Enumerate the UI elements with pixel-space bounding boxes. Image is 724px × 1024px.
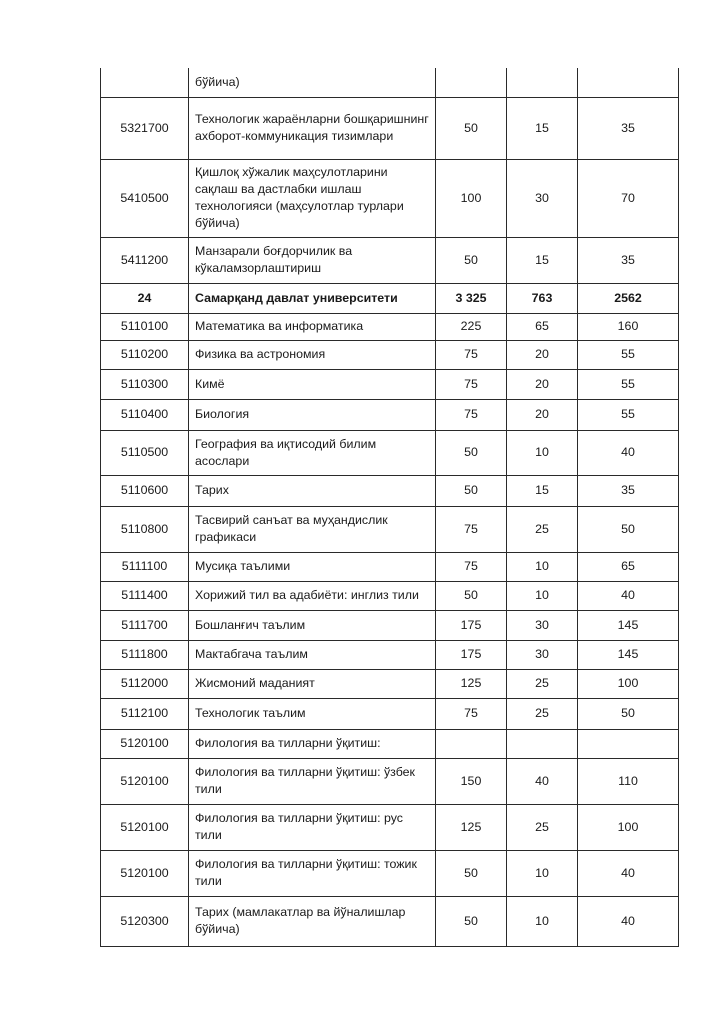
name-cell: Хорижий тил ва адабиёти: инглиз тили xyxy=(189,581,436,610)
table-row xyxy=(101,97,679,159)
name-cell: Мактабгача таълим xyxy=(189,640,436,669)
total-cell: 150 xyxy=(436,758,507,804)
name-cell: Жисмоний маданият xyxy=(189,669,436,698)
table-row xyxy=(101,237,679,283)
quota-a-cell: 30 xyxy=(507,610,578,640)
name-cell: Манзарали боғдорчилик ва кўкаламзорлаштириш xyxy=(189,237,436,283)
code-cell: 5410500 xyxy=(101,159,189,237)
name-cell: Тарих xyxy=(189,475,436,506)
quota-b-cell: 55 xyxy=(578,399,679,430)
quota-a-cell: 10 xyxy=(507,552,578,581)
name-cell: Қишлоқ хўжалик маҳсулотларини сақлаш ва дастлабки ишлаш технологияси (маҳсулотлар турлари бўйича) xyxy=(189,159,436,237)
table-row xyxy=(101,610,679,640)
table-row xyxy=(101,399,679,430)
total-cell: 125 xyxy=(436,669,507,698)
code-cell: 5120100 xyxy=(101,729,189,758)
code-cell: 5110400 xyxy=(101,399,189,430)
quota-a-cell: 20 xyxy=(507,399,578,430)
quota-a-cell: 15 xyxy=(507,237,578,283)
quota-b-cell: 35 xyxy=(578,237,679,283)
quota-b-cell xyxy=(578,68,679,97)
name-cell: Кимё xyxy=(189,369,436,399)
name-cell: Физика ва астрономия xyxy=(189,340,436,369)
university-header-row xyxy=(101,283,679,313)
table-row xyxy=(101,68,679,97)
quota-b-cell: 40 xyxy=(578,430,679,475)
code-cell: 5111800 xyxy=(101,640,189,669)
code-cell: 5411200 xyxy=(101,237,189,283)
quota-a-cell: 15 xyxy=(507,97,578,159)
total-cell: 175 xyxy=(436,640,507,669)
quota-b-cell: 145 xyxy=(578,610,679,640)
total-cell: 100 xyxy=(436,159,507,237)
table-row xyxy=(101,340,679,369)
quota-a-cell: 20 xyxy=(507,340,578,369)
quota-a-cell xyxy=(507,729,578,758)
table-row xyxy=(101,552,679,581)
total-cell: 175 xyxy=(436,610,507,640)
name-cell: География ва иқтисодий билим асослари xyxy=(189,430,436,475)
code-cell: 5111100 xyxy=(101,552,189,581)
total-cell: 50 xyxy=(436,430,507,475)
code-cell: 5120100 xyxy=(101,804,189,850)
quota-b-cell: 70 xyxy=(578,159,679,237)
total-cell: 75 xyxy=(436,340,507,369)
total-cell: 75 xyxy=(436,506,507,552)
quota-a-cell: 65 xyxy=(507,313,578,340)
quota-b-cell: 145 xyxy=(578,640,679,669)
table-row xyxy=(101,896,679,946)
quota-b-cell: 40 xyxy=(578,581,679,610)
quota-b-cell: 2562 xyxy=(578,283,679,313)
quota-a-cell: 25 xyxy=(507,506,578,552)
quota-b-cell xyxy=(578,729,679,758)
name-cell: Технологик таълим xyxy=(189,698,436,729)
quota-a-cell xyxy=(507,68,578,97)
code-cell: 5111700 xyxy=(101,610,189,640)
total-cell xyxy=(436,729,507,758)
quota-b-cell: 100 xyxy=(578,669,679,698)
code-cell: 5112000 xyxy=(101,669,189,698)
total-cell: 75 xyxy=(436,399,507,430)
quota-b-cell: 55 xyxy=(578,369,679,399)
table-row xyxy=(101,475,679,506)
total-cell: 50 xyxy=(436,850,507,896)
total-cell: 50 xyxy=(436,97,507,159)
total-cell xyxy=(436,68,507,97)
total-cell: 75 xyxy=(436,698,507,729)
name-cell: Филология ва тилларни ўқитиш: xyxy=(189,729,436,758)
total-cell: 75 xyxy=(436,369,507,399)
code-cell: 5110500 xyxy=(101,430,189,475)
quota-a-cell: 40 xyxy=(507,758,578,804)
quota-a-cell: 10 xyxy=(507,581,578,610)
table-row xyxy=(101,729,679,758)
name-cell: Технологик жараёнларни бошқаришнинг ахборот-коммуникация тизимлари xyxy=(189,97,436,159)
table-row xyxy=(101,804,679,850)
quota-b-cell: 110 xyxy=(578,758,679,804)
quota-a-cell: 25 xyxy=(507,698,578,729)
name-cell: Тарих (мамлакатлар ва йўналишлар бўйича) xyxy=(189,896,436,946)
quota-b-cell: 100 xyxy=(578,804,679,850)
total-cell: 50 xyxy=(436,896,507,946)
table-row xyxy=(101,581,679,610)
name-cell: Филология ва тилларни ўқитиш: рус тили xyxy=(189,804,436,850)
code-cell: 5110200 xyxy=(101,340,189,369)
name-cell: Бошланғич таълим xyxy=(189,610,436,640)
quota-a-cell: 10 xyxy=(507,850,578,896)
table-row xyxy=(101,506,679,552)
table-row xyxy=(101,640,679,669)
quota-b-cell: 160 xyxy=(578,313,679,340)
code-cell: 5110600 xyxy=(101,475,189,506)
quota-a-cell: 763 xyxy=(507,283,578,313)
name-cell: Биология xyxy=(189,399,436,430)
quota-b-cell: 40 xyxy=(578,896,679,946)
total-cell: 50 xyxy=(436,581,507,610)
quota-a-cell: 30 xyxy=(507,159,578,237)
code-cell: 5110300 xyxy=(101,369,189,399)
quota-a-cell: 15 xyxy=(507,475,578,506)
quota-b-cell: 65 xyxy=(578,552,679,581)
table-row xyxy=(101,430,679,475)
code-cell: 5110800 xyxy=(101,506,189,552)
total-cell: 3 325 xyxy=(436,283,507,313)
quota-a-cell: 10 xyxy=(507,430,578,475)
table-row xyxy=(101,159,679,237)
quota-a-cell: 25 xyxy=(507,804,578,850)
name-cell: Филология ва тилларни ўқитиш: тожик тили xyxy=(189,850,436,896)
table-body xyxy=(101,68,679,946)
quota-b-cell: 55 xyxy=(578,340,679,369)
quota-a-cell: 25 xyxy=(507,669,578,698)
total-cell: 225 xyxy=(436,313,507,340)
name-cell: Мусиқа таълими xyxy=(189,552,436,581)
code-cell: 5112100 xyxy=(101,698,189,729)
code-cell: 5120300 xyxy=(101,896,189,946)
total-cell: 75 xyxy=(436,552,507,581)
code-cell: 5321700 xyxy=(101,97,189,159)
name-cell: Самарқанд давлат университети xyxy=(189,283,436,313)
code-cell: 5111400 xyxy=(101,581,189,610)
quota-b-cell: 50 xyxy=(578,506,679,552)
quota-b-cell: 40 xyxy=(578,850,679,896)
total-cell: 50 xyxy=(436,237,507,283)
code-cell: 5110100 xyxy=(101,313,189,340)
quota-a-cell: 20 xyxy=(507,369,578,399)
table-row xyxy=(101,669,679,698)
quota-a-cell: 30 xyxy=(507,640,578,669)
quota-b-cell: 50 xyxy=(578,698,679,729)
table-row xyxy=(101,369,679,399)
table-row xyxy=(101,698,679,729)
total-cell: 50 xyxy=(436,475,507,506)
name-cell: Филология ва тилларни ўқитиш: ўзбек тили xyxy=(189,758,436,804)
quota-b-cell: 35 xyxy=(578,97,679,159)
code-cell xyxy=(101,68,189,97)
table-row xyxy=(101,313,679,340)
name-cell: Математика ва информатика xyxy=(189,313,436,340)
table-row xyxy=(101,758,679,804)
name-cell: бўйича) xyxy=(189,68,436,97)
name-cell: Тасвирий санъат ва муҳандислик графикаси xyxy=(189,506,436,552)
code-cell: 5120100 xyxy=(101,758,189,804)
total-cell: 125 xyxy=(436,804,507,850)
code-cell: 5120100 xyxy=(101,850,189,896)
quota-b-cell: 35 xyxy=(578,475,679,506)
quota-a-cell: 10 xyxy=(507,896,578,946)
code-cell: 24 xyxy=(101,283,189,313)
table-row xyxy=(101,850,679,896)
admission-quota-table xyxy=(100,68,679,947)
